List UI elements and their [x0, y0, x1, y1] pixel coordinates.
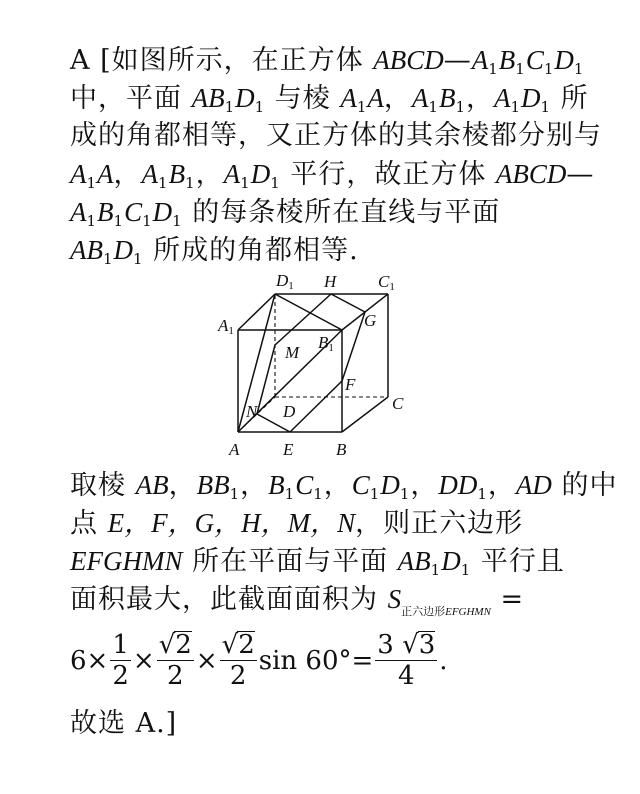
fraction-one-half: $\frac{1}{2}$: [112, 630, 129, 691]
solution-line-2: 中，平面 $AB_1D_1$ 与棱 $A_1A$，$A_1B_1$，$A_1D_1$ 所: [70, 83, 589, 116]
label-E: E: [283, 440, 294, 459]
label-F: F: [345, 375, 356, 394]
label-C: C: [392, 394, 404, 413]
closing-line: 故选 A.]: [70, 708, 178, 739]
solution-line-3: 成的角都相等，又正方体的其余棱都分别与: [70, 120, 602, 151]
solution-line-8: 点 E，F，G，H，M，N，则正六边形: [70, 508, 524, 539]
fraction-result: $\frac{3 √3}{4}$: [377, 630, 436, 691]
label-D1: D1: [276, 271, 294, 292]
label-G: G: [364, 311, 377, 330]
label-M: M: [285, 343, 300, 362]
plane-B1-D1: [275, 294, 342, 330]
label-C1: C1: [378, 272, 395, 293]
hex-G-H: [331, 294, 365, 312]
solution-line-6: $AB_1D_1$ 所成的角都相等.: [70, 235, 359, 268]
edge-B-C: [342, 397, 388, 432]
label-N: N: [246, 402, 258, 421]
label-H: H: [324, 272, 337, 291]
label-A: A: [229, 440, 240, 459]
fraction-sqrt2-over-2-b: $\frac{√2}{2}$: [221, 630, 255, 691]
label-D: D: [283, 402, 296, 421]
label-A1: A1: [218, 316, 234, 337]
solution-line-7: 取棱 AB，$BB_1$，$B_1C_1$，$C_1D_1$，$DD_1$，AD 的中: [70, 470, 618, 503]
fraction-sqrt2-over-2: $\frac{√2}{2}$: [158, 630, 192, 691]
cube-figure: [0, 268, 640, 468]
solution-line-10: 面积最大，此截面面积为 $S_{正六边形EFGHMN}$ =: [70, 584, 525, 618]
solution-line-9: EFGHMN 所在平面与平面 $AB_1D_1$ 平行且: [70, 546, 565, 579]
area-formula: 6 × $\frac{1}{2}$ × $\frac{√2}{2}$ × $\frac{√2}{2}$ sin 60° = $\frac{3 √3}{4}$ .: [70, 630, 448, 691]
hex-E-F: [290, 381, 342, 432]
answer-label: A: [70, 45, 91, 76]
label-B: B: [336, 440, 347, 459]
solution-line-4: $A_1A$，$A_1B_1$，$A_1D_1$ 平行，故正方体 ABCD—: [70, 159, 595, 192]
label-B1: B1: [318, 333, 334, 354]
solution-line-5: $A_1B_1C_1D_1$ 的每条棱所在直线与平面: [70, 197, 501, 230]
hex-F-G: [342, 312, 365, 381]
solution-line-1: A [如图所示，在正方体 $ABCD—A_1B_1C_1D_1$: [70, 45, 585, 78]
